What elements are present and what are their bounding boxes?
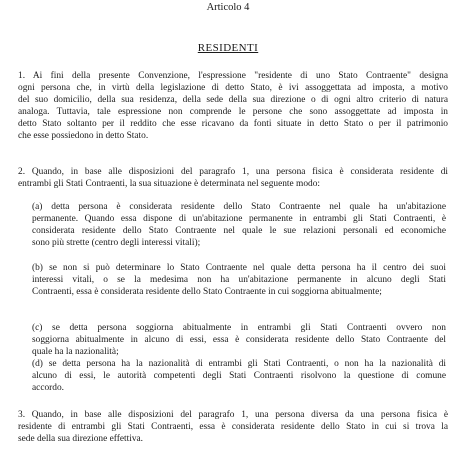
- paragraph-line: (a) detta persona è considerata residente dello Stato Contraente nel quale ha un'abitazione: [32, 202, 446, 212]
- subparagraph-b: [32, 262, 446, 298]
- paragraph-line: detto Stato soltanto per il reddito che esse ricavano da fonti situate in detto Stato o per il patrimonio: [18, 119, 448, 129]
- paragraph-line: 2. Quando, in base alle disposizioni del paragrafo 1, una persona fisica è considerata residente di: [18, 167, 448, 177]
- paragraph-line: 3. Quando, in base alle disposizioni del paragrafo 1, una persona diversa da una persona fisica è: [18, 410, 448, 420]
- paragraph-line: quale ha la nazionalità;: [32, 347, 119, 357]
- paragraph-line: che esse possiedono in detto Stato.: [18, 131, 149, 141]
- paragraph-line: sono più strette (centro degli interessi vitali);: [32, 238, 201, 248]
- subparagraph-c: [32, 322, 446, 358]
- paragraph-line: accordo.: [32, 383, 65, 393]
- paragraph-2: [18, 166, 448, 190]
- paragraph-line: ogni persona che, in virtù della legislazione di detto Stato, è ivi assoggettata ad imposta, a motivo: [18, 83, 448, 93]
- paragraph-line: entrambi gli Stati Contraenti, la sua situazione è determinata nel seguente modo:: [18, 179, 320, 189]
- paragraph-line: analoga. Tuttavia, tale espressione non comprende le persone che sono assoggettate ad imposta in: [18, 107, 448, 117]
- paragraph-line: permanente. Quando essa dispone di un'abitazione permanente in entrambi gli Stati Contraenti, è: [32, 214, 446, 224]
- paragraph-line: Contraenti, essa è considerata residente dello Stato Contraente in cui soggiorna abitualmente;: [32, 287, 382, 297]
- paragraph-line: soggiorna abitualmente in alcuno di essi, essa è considerata residente dello Stato Contraente del: [32, 335, 446, 345]
- paragraph-line: (d) se detta persona ha la nazionalità di entrambi gli Stati Contraenti, o non ha la nazionalità di: [32, 359, 446, 369]
- paragraph-line: (b) se non si può determinare lo Stato Contraente nel quale detta persona ha il centro dei suoi: [32, 263, 446, 273]
- paragraph-line: considerata residente dello Stato Contraente nel quale le sue relazioni personali ed economiche: [32, 226, 446, 236]
- paragraph-3: [18, 409, 448, 445]
- subparagraph-d: [32, 358, 446, 394]
- paragraph-line: interessi vitali, o se la medesima non ha un'abitazione permanente in alcuno degli Stati: [32, 275, 446, 285]
- paragraph-line: alcuno di essi, le autorità competenti degli Stati Contraenti risolvono la questione di comune: [32, 371, 446, 381]
- paragraph-line: del suo domicilio, della sua residenza, della sede della sua direzione o di ogni altro criterio di natura: [18, 95, 448, 105]
- paragraph-line: sede della sua direzione effettiva.: [18, 434, 144, 444]
- paragraph-1: [18, 70, 448, 142]
- paragraph-line: (c) se detta persona soggiorna abitualmente in entrambi gli Stati Contraenti ovvero non: [32, 323, 446, 333]
- article-number: Articolo 4: [206, 2, 250, 13]
- subparagraph-a: [32, 201, 446, 249]
- paragraph-line: 1. Ai fini della presente Convenzione, l'espressione "residente di uno Stato Contraente" designa: [18, 71, 448, 81]
- section-title: RESIDENTI: [197, 42, 259, 54]
- paragraph-line: residente di entrambi gli Stati Contraenti, essa è considerata residente dello Stato in cui si trova la: [18, 422, 448, 432]
